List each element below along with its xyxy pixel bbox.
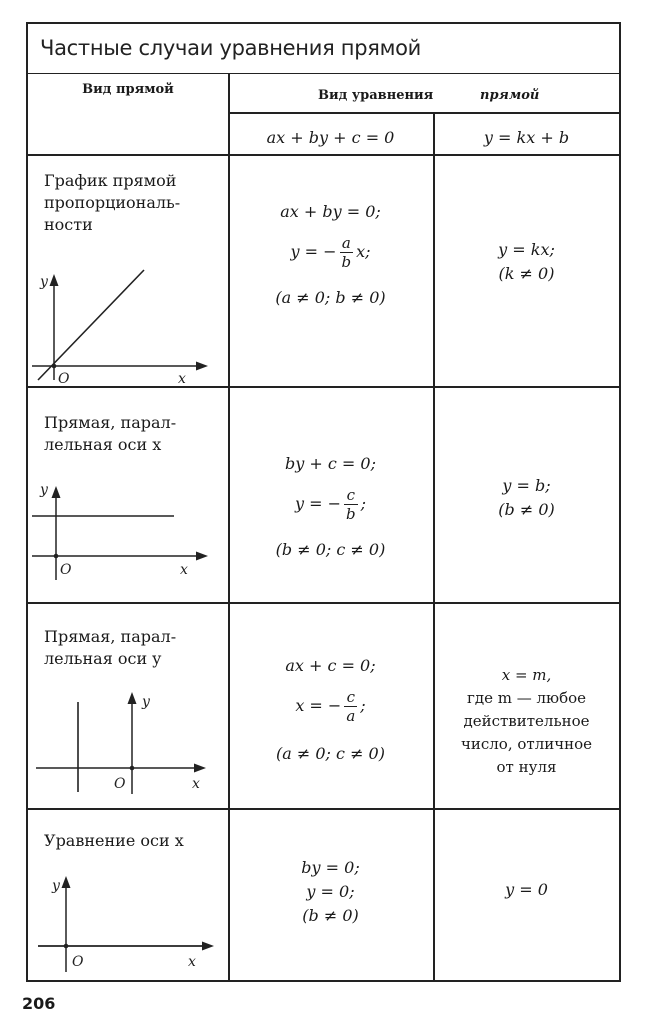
eq-lhs: y = − xyxy=(294,494,342,513)
y-axis-label: y xyxy=(142,694,150,710)
row1-slope-eq: y = kx; xyxy=(498,240,555,259)
row2-label xyxy=(44,412,176,456)
numerator: c xyxy=(346,486,356,504)
row-divider-2 xyxy=(28,602,619,604)
header-col3: y = kx + b xyxy=(483,128,570,147)
slope-line: число, отличное xyxy=(460,735,593,753)
eq-rhs: ; xyxy=(360,494,367,513)
header-group-b: прямой xyxy=(480,88,540,103)
row3-label xyxy=(44,626,176,670)
row4-slope-eq: y = 0 xyxy=(505,880,548,899)
header-bottom-line xyxy=(28,154,619,156)
row2-label-line: Прямая, парал- xyxy=(44,413,177,432)
origin-label: O xyxy=(114,776,126,792)
row1-label xyxy=(44,170,180,236)
header-group-a: Вид уравнения xyxy=(318,88,434,103)
numerator: c xyxy=(346,688,355,706)
row-divider-3 xyxy=(28,808,619,810)
row3-label-line: лельная оси y xyxy=(44,649,162,668)
denominator: b xyxy=(346,505,356,523)
origin-label: O xyxy=(72,954,84,970)
y-axis-arrow-icon xyxy=(62,876,71,888)
row4-label xyxy=(44,830,184,852)
row4-label-line: Уравнение оси x xyxy=(44,831,184,850)
eq-rhs: ; xyxy=(360,696,366,715)
y-axis-label: y xyxy=(40,482,48,498)
row3-general-eq: ax + c = 0; xyxy=(285,656,376,675)
row3-general-explicit xyxy=(228,688,433,725)
row1-label-line: График прямой xyxy=(44,171,177,190)
row4-graph xyxy=(28,862,228,978)
row4-general-explicit: y = 0; xyxy=(306,882,355,901)
fraction xyxy=(344,486,358,523)
numerator: a xyxy=(341,234,351,252)
slope-line: x = m, xyxy=(501,666,552,684)
title-row xyxy=(28,24,619,74)
eq-lhs: y = − xyxy=(290,242,337,261)
y-axis-arrow-icon xyxy=(52,486,61,498)
header-subdivider xyxy=(228,112,619,114)
row4-general-eq: by = 0; xyxy=(301,858,360,877)
row2-slope-eq: y = b; xyxy=(502,476,551,495)
row2-general-condition: (b ≠ 0; c ≠ 0) xyxy=(275,540,386,559)
denominator: b xyxy=(341,253,352,271)
x-axis-arrow-icon xyxy=(202,942,214,951)
fraction xyxy=(340,234,354,271)
header-col2: ax + by + c = 0 xyxy=(266,128,395,147)
origin-point xyxy=(54,554,59,559)
origin-point xyxy=(64,944,69,949)
row3-general-condition: (a ≠ 0; c ≠ 0) xyxy=(276,744,385,763)
origin-point xyxy=(52,364,57,369)
row2-general-explicit xyxy=(228,486,433,523)
row4-general-condition: (b ≠ 0) xyxy=(302,906,359,925)
row3-slope-text xyxy=(434,664,619,779)
page-number: 206 xyxy=(22,994,56,1013)
slope-line: от нуля xyxy=(496,758,557,776)
row1-general-explicit xyxy=(228,234,433,271)
y-axis-arrow-icon xyxy=(50,274,59,286)
page-title: Частные случаи уравнения прямой xyxy=(40,36,422,60)
row1-graph xyxy=(28,260,228,384)
eq-lhs: x = − xyxy=(295,696,342,715)
slope-line: действительное xyxy=(463,712,590,730)
origin-point xyxy=(130,766,135,771)
row2-label-line: лельная оси x xyxy=(44,435,162,454)
header-col1: Вид прямой xyxy=(82,82,174,97)
row3-graph xyxy=(28,682,228,806)
origin-label: O xyxy=(60,562,72,578)
y-axis-label: y xyxy=(40,274,48,290)
row1-label-line: ности xyxy=(44,215,93,234)
origin-label: O xyxy=(58,371,70,384)
fraction xyxy=(344,688,357,725)
x-axis-label: x xyxy=(180,562,188,578)
table xyxy=(26,22,621,982)
x-axis-label: x xyxy=(178,371,186,384)
row2-graph xyxy=(28,476,228,600)
row1-general-condition: (a ≠ 0; b ≠ 0) xyxy=(275,288,386,307)
x-axis-arrow-icon xyxy=(194,764,206,773)
row2-slope-condition: (b ≠ 0) xyxy=(498,500,555,519)
row2-general-eq: by + c = 0; xyxy=(285,454,376,473)
x-axis-label: x xyxy=(192,776,200,792)
y-axis-arrow-icon xyxy=(128,692,137,704)
y-axis-label: y xyxy=(52,878,60,894)
row1-general-eq: ax + by = 0; xyxy=(280,202,381,221)
eq-rhs: x; xyxy=(356,242,371,261)
denominator: a xyxy=(346,707,356,725)
row1-slope-condition: (k ≠ 0) xyxy=(498,264,555,283)
row1-label-line: пропорциональ- xyxy=(44,193,181,212)
row3-label-line: Прямая, парал- xyxy=(44,627,177,646)
slope-line: где m — любое xyxy=(466,689,587,707)
x-axis-arrow-icon xyxy=(196,552,208,561)
x-axis-label: x xyxy=(188,954,196,970)
x-axis-arrow-icon xyxy=(196,362,208,371)
row-divider-1 xyxy=(28,386,619,388)
